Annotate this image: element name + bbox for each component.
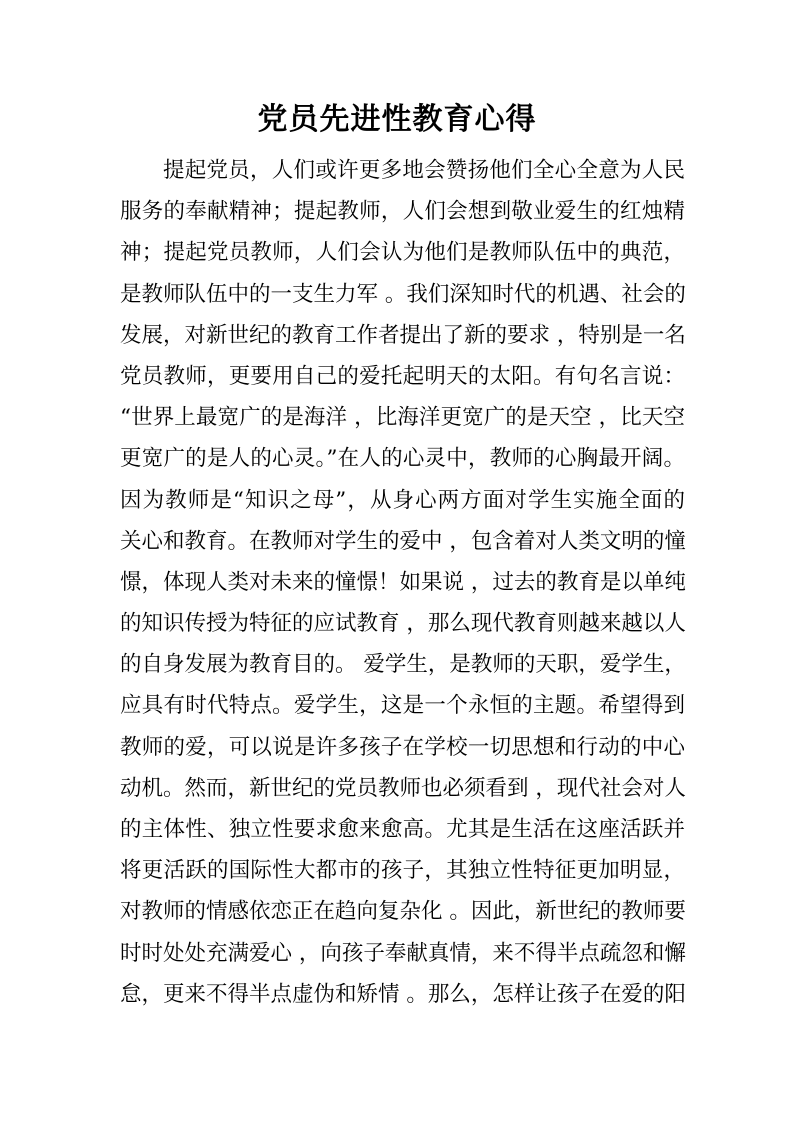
paragraph-line: 的主体性、独立性要求愈来愈高。尤其是生活在这座活跃并	[120, 817, 685, 842]
paragraph-line: 动机。然而，新世纪的党员教师也必须看到 ，现代社会对人	[120, 775, 686, 801]
paragraph-line: 憬，体现人类对未来的憧憬！如果说 ，过去的教育是以单纯	[120, 569, 686, 595]
paragraph-line: 因为教师是“知识之母”，从身心两方面对学生实施全面的	[120, 487, 685, 513]
paragraph-line: 对教师的情感依恋正在趋向复杂化 。因此，新世纪的教师要	[120, 899, 686, 925]
paragraph-line: 是教师队伍中的一支生力军 。我们深知时代的机遇、社会的	[120, 281, 686, 307]
paragraph-line: 应具有时代特点。爱学生，这是一个永恒的主题。希望得到	[120, 693, 685, 719]
paragraph-line: 神；提起党员教师，人们会认为他们是教师队伍中的典范，	[120, 240, 685, 266]
paragraph-line: 关心和教育。在教师对学生的爱中 ，包含着对人类文明的憧	[120, 528, 686, 554]
paragraph-line: 党员教师，更要用自己的爱托起明天的太阳。有句名言说：	[120, 363, 685, 389]
paragraph-line: 将更活跃的国际性大都市的孩子，其独立性特征更加明显，	[120, 858, 685, 884]
paragraph-line: 的自身发展为教育目的。 爱学生，是教师的天职，爱学生，	[120, 652, 686, 678]
paragraph-line: 发展，对新世纪的教育工作者提出了新的要求 ，特别是一名	[120, 322, 686, 348]
paragraph-line: 怠，更来不得半点虚伪和矫情 。那么，怎样让孩子在爱的阳	[120, 981, 686, 1007]
paragraph-line: “世界上最宽广的是海洋 ，比海洋更宽广的是天空 ，比天空	[120, 405, 685, 431]
paragraph-line: 提起党员，人们或许更多地会赞扬他们全心全意为人民	[163, 158, 685, 183]
paragraph-line: 更宽广的是人的心灵。”在人的心灵中，教师的心胸最开阔。	[120, 446, 685, 472]
paragraph-line: 服务的奉献精神；提起教师，人们会想到敬业爱生的红烛精	[120, 199, 685, 225]
paragraph-line: 教师的爱，可以说是许多孩子在学校一切思想和行动的中心	[120, 734, 685, 760]
paragraph-line: 的知识传授为特征的应试教育 ，那么现代教育则越来越以人	[120, 611, 686, 637]
document-title: 党员先进性教育心得	[257, 102, 537, 137]
paragraph-line: 时时处处充满爱心 ，向孩子奉献真情，来不得半点疏忽和懈	[120, 940, 686, 966]
document-body	[120, 150, 685, 1015]
